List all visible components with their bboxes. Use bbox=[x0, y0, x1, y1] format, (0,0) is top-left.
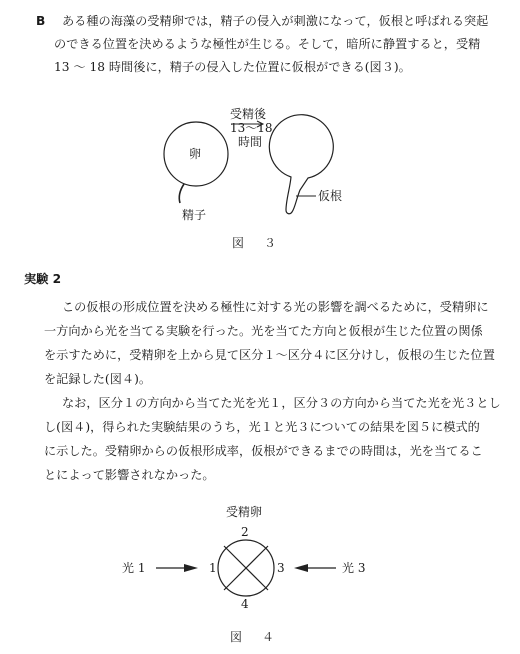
light-3-label: 光 3 bbox=[342, 561, 366, 575]
section-3-label: 3 bbox=[277, 561, 285, 575]
section-marker-b: B bbox=[36, 14, 46, 28]
arrow-label-3: 時間 bbox=[238, 135, 263, 149]
section-b-line-3: 13 〜 18 時間後に，精子の侵入した位置に仮根ができる(図３)。 bbox=[54, 60, 411, 74]
light-3-arrow-icon bbox=[294, 564, 308, 572]
sperm-shape bbox=[179, 184, 184, 203]
experiment-2-heading: 実験 2 bbox=[24, 272, 62, 286]
light-1-label: 光 1 bbox=[122, 561, 146, 575]
arrow-label-2: 13〜18 bbox=[230, 121, 273, 135]
rhizoid-label: 仮根 bbox=[318, 189, 343, 203]
exp2-p2-line-1: なお，区分１の方向から当てた光を光１，区分３の方向から当てた光を光３とし bbox=[62, 396, 501, 410]
section-b-line-2: のできる位置を決めるような極性が生じる。そして，暗所に静置すると，受精 bbox=[54, 37, 481, 51]
figure-4-caption: 図 ４ bbox=[230, 630, 279, 644]
figure-4-title: 受精卵 bbox=[226, 505, 263, 519]
exp2-p2-line-2: し(図４)，得られた実験結果のうち，光１と光３についての結果を図５に模式的 bbox=[44, 420, 480, 434]
exp2-p1-line-2: 一方向から光を当てる実験を行った。光を当てた方向と仮根が生じた位置の関係 bbox=[44, 324, 483, 338]
section-4-label: 4 bbox=[241, 597, 249, 611]
sperm-label: 精子 bbox=[182, 208, 207, 222]
exp2-p1-line-3: を示すために，受精卵を上から見て区分１〜区分４に区分けし，仮根の生じた位置 bbox=[44, 348, 495, 362]
section-1-label: 1 bbox=[209, 561, 217, 575]
egg-label: 卵 bbox=[189, 147, 202, 161]
section-2-label: 2 bbox=[241, 525, 249, 539]
exp2-p1-line-1: この仮根の形成位置を決める極性に対する光の影響を調べるために，受精卵に bbox=[62, 300, 489, 314]
figure-3-caption: 図 ３ bbox=[232, 236, 281, 250]
section-b-line-1: ある種の海藻の受精卵では，精子の侵入が刺激になって，仮根と呼ばれる突起 bbox=[62, 14, 489, 28]
exp2-p2-line-3: に示した。受精卵からの仮根形成率，仮根ができるまでの時間は，光を当てるこ bbox=[44, 444, 483, 458]
arrow-label-1: 受精後 bbox=[230, 107, 267, 121]
exp2-p1-line-4: を記録した(図４)。 bbox=[44, 372, 152, 386]
exp2-p2-line-4: とによって影響されなかった。 bbox=[44, 468, 215, 482]
light-1-arrow-icon bbox=[184, 564, 198, 572]
